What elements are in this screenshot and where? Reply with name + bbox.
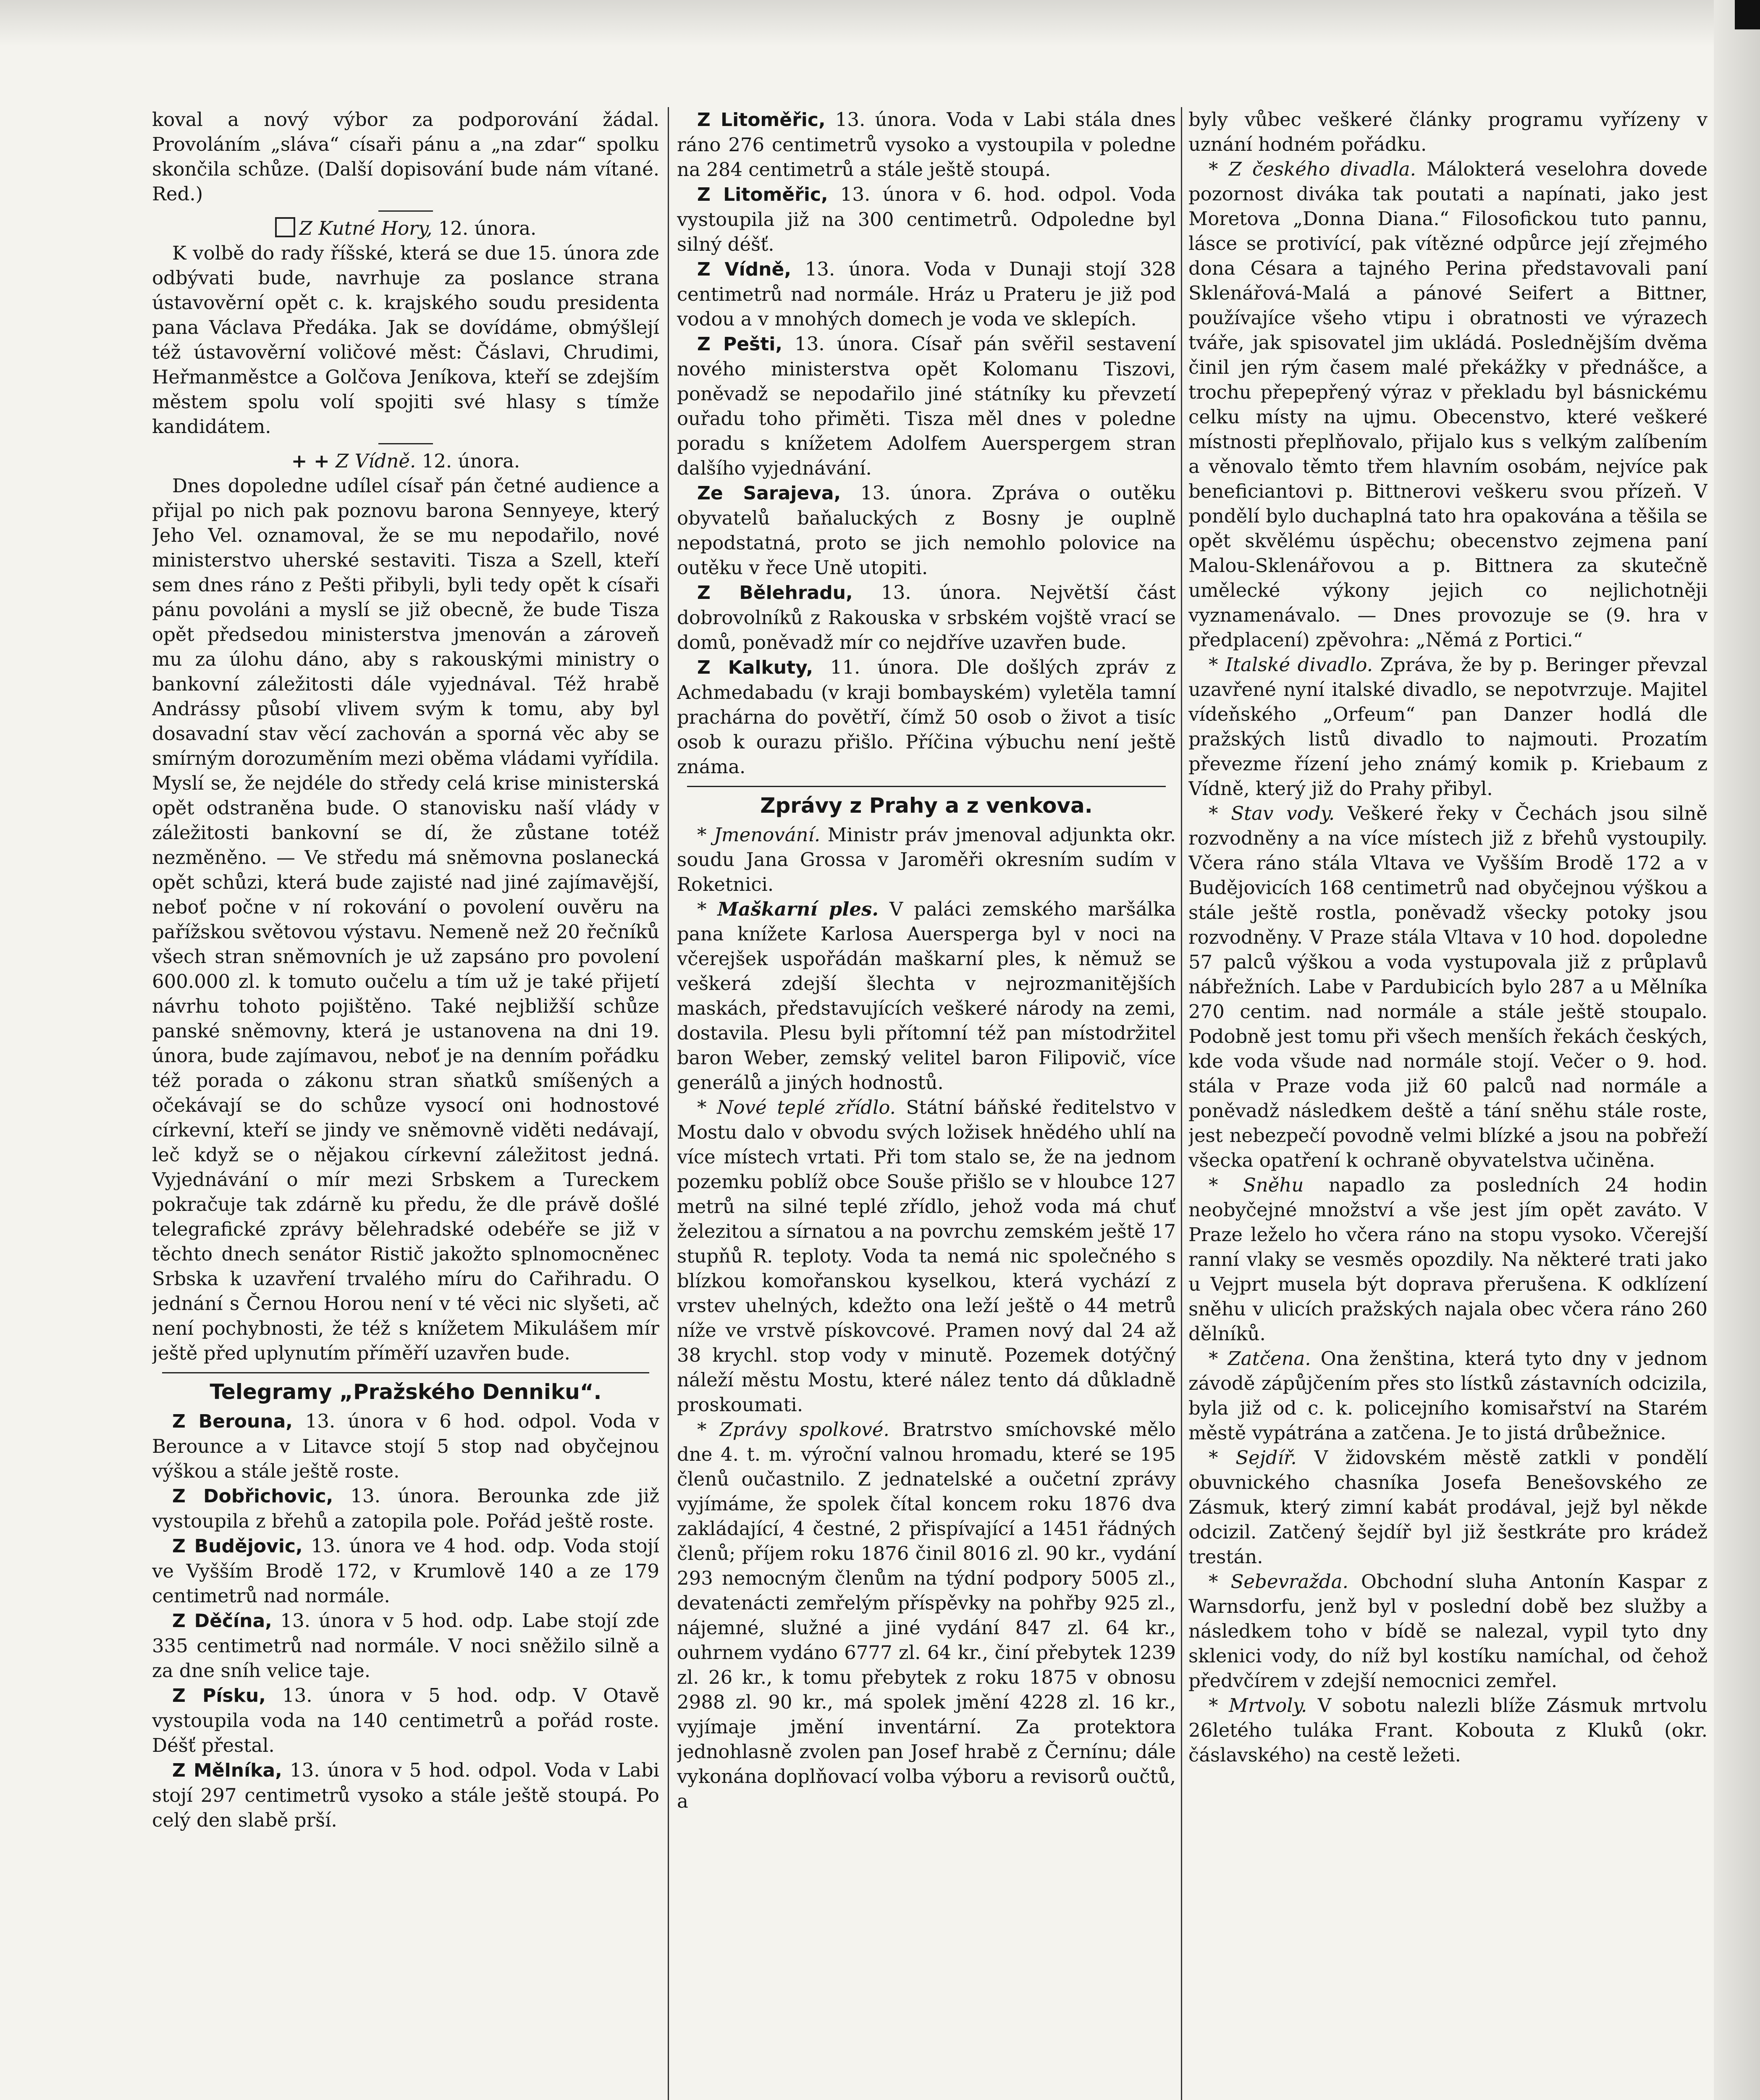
telegram-item: Z Písku, 13. února v 5 hod. odp. V Otavě vystoupila voda na 140 centimetrů a pořád roste. Déšť přestal. — [152, 1684, 659, 1756]
telegram-item: Z Berouna, 13. února v 6 hod. odpol. Voda v Berounce a v Litavce stojí 5 stop nad obyčejnou výškou a stále ještě roste. — [152, 1410, 659, 1482]
dateline-vienna: + + Z Vídně. 12. února. — [291, 450, 520, 472]
column-rule-1 — [668, 107, 669, 2100]
news-item: * Zatčena. Ona ženština, která tyto dny v jednom závodě zápůjčením přes sto lístků zástavních odcizila, byla již od c. k. policejního komisařství na Starém městě vypátrána a zatčena. Je to jistá drůbežnice. — [1188, 1347, 1708, 1444]
news-item: * Nové teplé zřídlo. Státní báňské ředitelstvo v Mostu dalo v obvodu svých ložisek hnědého uhlí na více místech vrtati. Při tom stalo se, že na jednom pozemku poblíž obce Souše přišlo se v hloubce 127 metrů na silné teplé zřídlo, jehož voda má chuť železitou a sírnatou a na povrchu zemském ještě 17 stupňů R. teploty. Voda ta nemá nic společného s blízkou komořanskou kyselkou, která vychází z vrstev uhelných, kdežto ona leží ještě o 44 metrů níže ve vrstvě pískovcové. Pramen nový dal 24 až 38 krychl. stop vody v minutě. Pozemek dotýčný náleží městu Mostu, které nález tento dá důkladně proskoumati. — [677, 1096, 1176, 1416]
short-divider — [378, 443, 433, 444]
telegram-item: Z Budějovic, 13. února ve 4 hod. odp. Voda stojí ve Vyšším Brodě 172, v Krumlově 140 a ze 179 centimetrů nad normále. — [152, 1535, 659, 1607]
dateline-kutna-hora: Z Kutné Hory, 12. února. — [152, 216, 659, 241]
article-continuation: koval a nový výbor za podporování žádal. Provoláním „sláva“ císaři pánu a „na zdar“ spolku skončila schůze. (Další dopisování bude nám vítané. Red.) — [152, 108, 659, 205]
telegram-item: Z Bělehradu, 13. února. Největší část dobrovolníků z Rakouska v srbském vojště vrací se domů, poněvadž mír co nejdříve uzavřen bude. — [677, 581, 1176, 654]
short-divider — [378, 210, 433, 212]
column-rule-2 — [1181, 107, 1182, 2100]
news-item: * Stav vody. Veškeré řeky v Čechách jsou silně rozvodněny a na více místech již z břehů vystoupily. Včera ráno stála Vltava ve Vyšším Brodě 172 a v Budějovicích 168 centimetrů nad obyčejnou výškou a stále ještě rostla, poněvadž všecky potoky jsou rozvodněny. V Praze stála Vltava v 10 hod. dopoledne 57 palců výškou a voda vystupovala již z průplavů nábřežních. Labe v Pardubicích bylo 287 a u Mělníka 270 centim. nad normále a stále ještě stoupalo. Podobně jest tomu při všech menších řekách českých, kde voda všude nad normále stojí. Večer o 9. hod. stála v Praze voda již 60 palců nad normále a poněvadž následkem deště a tání sněhu stále roste, jest nebezpečí povodně velmi blízké a jsou na pobřeží všecka opatření k ochraně obyvatelstva učiněna. — [1188, 802, 1708, 1171]
section-header-telegrams: Telegramy „Pražského Denniku“. — [210, 1380, 602, 1404]
news-item: * Zprávy spolkové. Bratrstvo smíchovské mělo dne 4. t. m. výroční valnou hromadu, které se 195 členů oučastnilo. Z jednatelské a oučetní zprávy vyjímáme, že spolek čítal koncem roku 1876 dva zakládající, 4 čestné, 2 přispívající a 1451 řádných členů; příjem roku 1876 činil 8016 zl. 90 kr., vydání 293 nemocným členům na týdní podpory 5005 zl., devatenácti zemřelým příspěvky na pohřby 925 zl., nájemné, služné a jiné vydání 847 zl. 64 kr., ouhrnem vydáno 6777 zl. 64 kr., činí přebytek 1239 zl. 26 kr., k tomu přebytek z roku 1875 v obnosu 2988 zl. 90 kr., má spolek jmění 4228 zl. 16 kr., vyjímaje jmění inventární. Za protektora jednohlasně zvolen pan Josef hrabě z Černínu; dále vykonána doplňovací volba výboru a revisorů oučtů, a — [677, 1418, 1176, 1812]
telegram-item: Z Litoměřic, 13. února v 6. hod. odpol. Voda vystoupila již na 300 centimetrů. Odpoledne byl silný déšť. — [677, 183, 1176, 255]
section-divider — [687, 786, 1166, 787]
telegram-item: Z Děčína, 13. února v 5 hod. odp. Labe stojí zde 335 centimetrů nad normále. V noci sněžilo silně a za dne sníh velice taje. — [152, 1609, 659, 1682]
article-vienna: Dnes dopoledne udílel císař pán četné audience a přijal po nich pak poznovu barona Sennyeye, který Jeho Vel. oznamoval, že se mu nepodařilo, nové ministerstvo uherské sestaviti. Tisza a Szell, kteří sem dnes ráno z Pešti přibyli, byli tedy opět k císaři pánu povoláni a myslí se již obecně, že bude Tisza opět předsedou ministerstva jmenován a zároveň mu za úlohu dáno, aby s rakouskými ministry o bankovní záležitosti dále vyjednával. Též hrabě Andrássy působí vlivem svým k tomu, aby byl dosavadní stav věcí zachován a sporná věc aby se smírným dorozuměním mezi oběma vládami vyřídila. Myslí se, že nejdéle do středy celá krise ministerská opět odstraněna bude. O stanovisku naší vlády v záležitosti bankovní se dí, že zůstane totéž nezměněno. — Ve středu má sněmovna poslanecká opět schůzi, která bude zajisté nad jiné zajímavější, neboť počne v ní rokování o povolení ouvěru na pařížskou světovou výstavu. Nemeně než 20 řečníků všech stran sněmovních je už zapsáno pro povolení 600.000 zl. k tomuto oučelu a tím už je také přijetí návrhu tohoto pojištěno. Také nejbližší schůze panské sněmovny, která je ustanovena na dni 19. února, bude zajímavou, neboť je na denním pořádku též porada o zákonu stran sňatků smíšených a očekávají se do schůze vysocí oni hodnostové církevní, kteří se jindy ve sněmovně viděti nedávají, leč když se o nějakou církevní záležitost jedná. Vyjednávání o mír mezi Srbskem a Tureckem pokračuje tak zdárně ku předu, že dle právě došlé telegrafické zprávy bělehradské odebéře se již v těchto dnech senátor Ristič jakožto splnomocněnec Srbska k uzavření trvalého míru do Cařihradu. O jednání s Černou Horou není v té věci nic slyšeti, ač není pochybnosti, že též s knížetem Mikulášem mír ještě před uplynutím příměří uzavřen bude. — [152, 475, 659, 1364]
news-item: * Z českého divadla. Málokterá veselohra dovede pozornost diváka tak poutati a napínati, jako jest Moretova „Donna Diana.“ Filosofickou tuto pannu, lásce se protivící, pak vítězné odpůrce její zřejmého dona Césara a tajného Perina představovali paní Sklenářová-Malá a pánové Seifert a Bittner, používajíce všeho vtipu i obratnosti ve výrazech tváře, jak spisovatel jim ukládá. Poslednějším dvěma činil jen rým časem malé překážky v přednášce, a trochu přepepřený výraz v překladu byl básnickému celku místy na ujmu. Obecenstvo, které veškeré místnosti přeplňovalo, přijalo kus s velkým zalíbením a věnovalo těmto třem hlavním osobám, nejvíce pak beneficiantovi p. Bittnerovi veškeru svou přízeň. V pondělí bylo duchaplná tato hra opakována a těšila se opět skvělému úspěchu; obecenstvo zejmena paní Malou-Sklenářovou a p. Bittnera za skutečně umělecké výkony jejich co nejlichotněji vyznamenávalo. — Dnes provozuje se (9. hra v předplacení) zpěvohra: „Němá z Portici.“ — [1188, 158, 1708, 651]
telegram-item: Z Pešti, 13. února. Císař pán svěřil sestavení nového ministerstva opět Kolomanu Tiszovi, poněvadž se nepodařilo jiné státníky ku převzetí ouřadu toho přiměti. Tisza měl dnes v poledne poradu s knížetem Adolfem Auerspergem stran dalšího vyjednávání. — [677, 333, 1176, 479]
news-item: * Jmenování. Ministr práv jmenoval adjunkta okr. soudu Jana Grossa v Jaroměři okresním sudím v Roketnici. — [677, 824, 1176, 895]
news-item: * Italské divadlo. Zpráva, že by p. Beringer převzal uzavřené nyní italské divadlo, se nepotvrzuje. Majitel vídeňského „Orfeum“ pan Danzer hodlá dle pražských listů divadlo to najmouti. Prozatím převezme řízení jeho známý komik p. Kriebaum z Vídně, který již do Prahy přibyl. — [1188, 654, 1708, 800]
telegram-item: Ze Sarajeva, 13. února. Zpráva o outěku obyvatelů baňaluckých z Bosny je ouplně nepodstatná, proto se jich nemohlo polovice na outěku v řece Uně utopiti. — [677, 482, 1176, 579]
article-kutna-hora: K volbě do rady říšské, která se due 15. února zde odbývati bude, navrhuje za poslance strana ústavověrní opět c. k. krajského soudu presidenta pana Václava Předáka. Jak se dovídáme, obmýšlejí též ústavověrní voličové měst: Čáslavi, Chrudimi, Heřmanměstce a Golčova Jeníkova, kteří se zdejším městem spolu volí spojiti své hlasy s tímže kandidátem. — [152, 242, 659, 438]
column-1 — [152, 107, 659, 2100]
scan-corner-mark — [1735, 0, 1760, 29]
section-header-news: Zprávy z Prahy a z venkova. — [760, 793, 1093, 818]
scan-top-shadow — [0, 0, 1760, 46]
news-item: * Mrtvoly. V sobotu nalezli blíže Zásmuk mrtvolu 26letého tuláka Frant. Kobouta z Kluků (okr. čáslavského) na cestě ležeti. — [1188, 1694, 1708, 1766]
news-item: * Sejdíř. V židovském městě zatkli v pondělí obuvnického chasníka Josefa Benešovského ze Zásmuk, který zimní kabát prodával, jejž byl někde odcizil. Zatčený šejdíř byl již šestkráte pro krádež trestán. — [1188, 1446, 1708, 1568]
telegram-item: Z Mělníka, 13. února v 5 hod. odpol. Voda v Labi stojí 297 centimetrů vysoko a stále ještě stoupá. Po celý den slabě prší. — [152, 1759, 659, 1831]
telegram-item: Z Vídně, 13. února. Voda v Dunaji stojí 328 centimetrů nad normále. Hráz u Prateru je již pod vodou a v mnohých domech je voda ve sklepích. — [677, 258, 1176, 330]
article-continuation: byly vůbec veškeré články programu vyřízeny v uznání hodném pořádku. — [1188, 108, 1708, 155]
telegram-item: Z Litoměřic, 13. února. Voda v Labi stála dnes ráno 276 centimetrů vysoko a vystoupila v poledne na 284 centimetrů a stále ještě stoupá. — [677, 108, 1176, 181]
scan-right-edge — [1714, 0, 1760, 2100]
section-divider — [162, 1372, 649, 1373]
news-item: * Sněhu napadlo za posledních 24 hodin neobyčejné množství a vše jest jím opět zaváto. V Praze leželo ho včera ráno na stopu vysoko. Včerejší ranní vlaky se vesměs opozdily. Na některé trati jako u Vejprt musela být doprava přerušena. K odklízení sněhu v ulicích pražských najala obec včera ráno 260 dělníků. — [1188, 1174, 1708, 1345]
column-2 — [677, 107, 1176, 2100]
column-3 — [1188, 107, 1708, 2100]
news-item: * Sebevražda. Obchodní sluha Antonín Kaspar z Warnsdorfu, jenž byl v poslední době bez služby a následkem toho v bídě se nalezal, vypil tyto dny sklenici vody, do níž byl kostíku namíchal, od čehož předvčírem v zdejší nemocnici zemřel. — [1188, 1570, 1708, 1692]
news-item: * Maškarní ples. V paláci zemského maršálka pana knížete Karlosa Auersperga byl v noci na včerejšek uspořádán maškarní ples, k němuž se veškerá zdejší šlechta v nejrozmanitějších maskách, představujících veškeré národy na zemi, dostavila. Plesu byli přítomní též pan místodržitel baron Weber, zemský velitel baron Filipovič, více generálů a jiných hodnostů. — [677, 898, 1176, 1094]
square-bullet-icon — [275, 217, 295, 237]
telegram-item: Z Kalkuty, 11. února. Dle došlých zpráv z Achmedabadu (v kraji bombayském) vyletěla tamní prachárna do povětří, čímž 50 osob o život a tisíc osob k ourazu přišlo. Příčina výbuchu není ještě známa. — [677, 656, 1176, 778]
telegram-item: Z Dobřichovic, 13. února. Berounka zde již vystoupila z břehů a zatopila pole. Pořád ještě roste. — [152, 1485, 659, 1532]
